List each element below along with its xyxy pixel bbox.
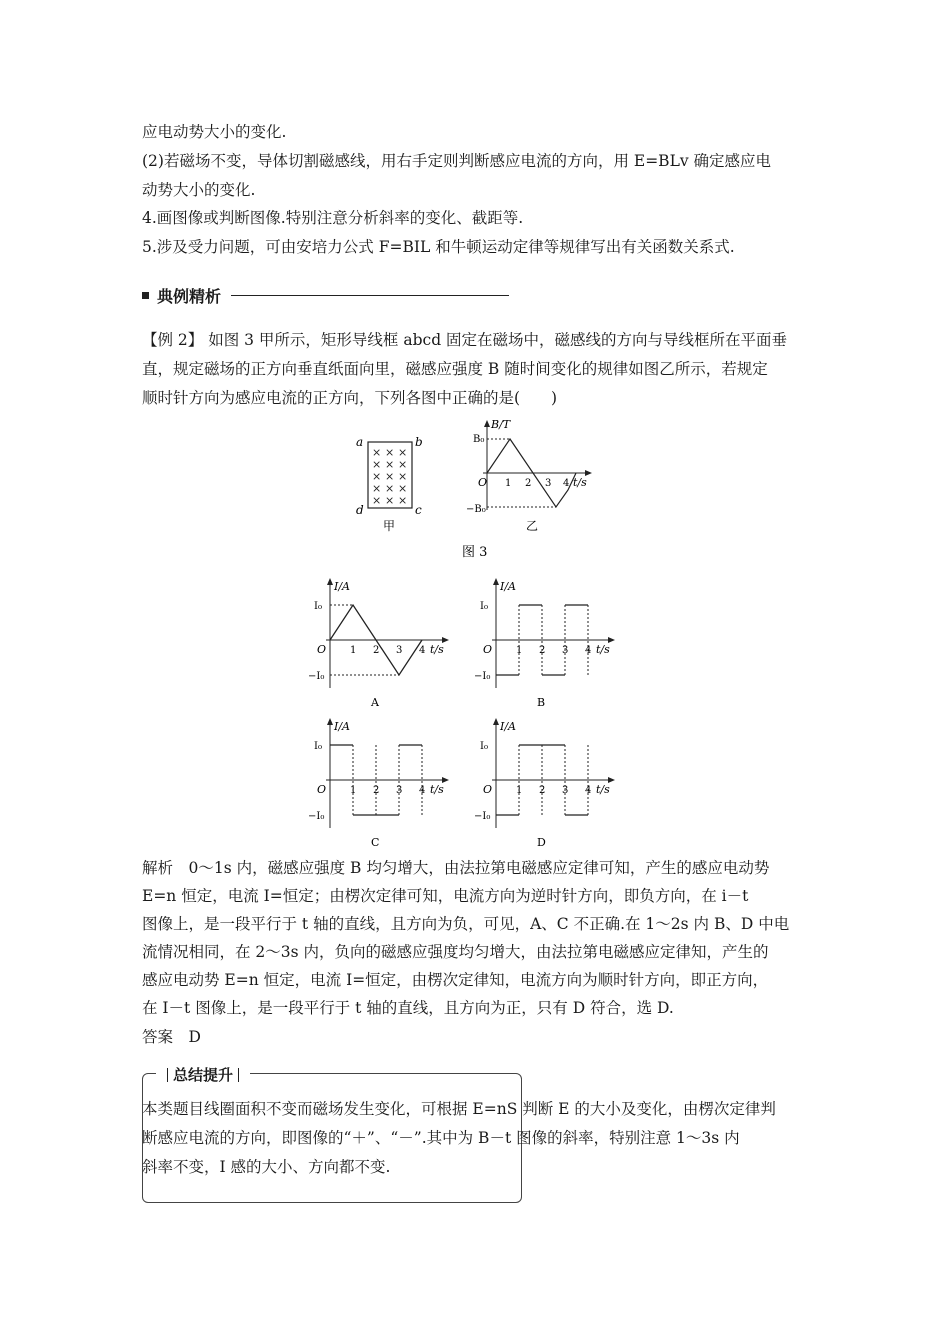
i-axis-label: I/A	[500, 720, 516, 733]
cross-mark: ×	[385, 482, 395, 495]
figure-caption: 图 3	[462, 545, 488, 560]
summary-line-2: 断感应电流的方向，即图像的“＋”、“－”.其中为 B－t 图像的斜率，特别注意 1～3s 内	[142, 1129, 740, 1147]
tick-label: 1	[516, 785, 523, 796]
cross-mark: ×	[385, 494, 395, 507]
t-axis-label: t/s	[596, 643, 610, 656]
option-label: B	[537, 696, 546, 709]
cross-mark: ×	[372, 494, 382, 507]
tick-label: 2	[373, 785, 380, 796]
tick-4: 4	[563, 478, 570, 489]
intro-line-4: 4.画图像或判断图像.特别注意分析斜率的变化、截距等.	[142, 209, 524, 227]
t-axis-label: t/s	[573, 476, 587, 489]
analysis-line-3: 图像上，是一段平行于 t 轴的直线，且方向为负，可见，A、C 不正确.在 1～2s 内 B、D 中电	[142, 915, 790, 933]
cross-mark: ×	[398, 458, 408, 471]
option-label: D	[537, 836, 546, 849]
cross-grid	[372, 446, 407, 507]
section-title: 典例精析	[157, 287, 222, 306]
cross-mark: ×	[372, 446, 382, 459]
intro-line-5: 5.涉及受力问题，可由安培力公式 F=BIL 和牛顿运动定律等规律写出有关函数关系式.	[142, 238, 735, 256]
summary-line-1: 本类题目线圈面积不变而磁场发生变化，可根据 E=nS 判断 E 的大小及变化，由楞次定律判	[142, 1100, 776, 1118]
t-axis-label: t/s	[430, 783, 444, 796]
origin-label: O	[317, 783, 327, 796]
corner-a: a	[356, 435, 364, 449]
cross-mark: ×	[385, 446, 395, 459]
tick-label: 3	[562, 785, 569, 796]
i0-label: I₀	[480, 741, 488, 752]
section-heading	[142, 284, 509, 307]
tick-2: 2	[525, 478, 532, 489]
b-axis-arrow	[484, 420, 490, 427]
neg-i0-label: −I₀	[308, 811, 325, 822]
section-rule	[231, 295, 509, 296]
tick-label: 2	[373, 645, 380, 656]
tick-label: 3	[562, 645, 569, 656]
t-axis-label: t/s	[596, 783, 610, 796]
summary-line-3: 斜率不变，I 感的大小、方向都不变.	[142, 1158, 391, 1176]
example-line-2: 直，规定磁场的正方向垂直纸面向里，磁感应强度 B 随时间变化的规律如图乙所示，若规定	[142, 360, 768, 378]
i-axis-label: I/A	[500, 580, 516, 593]
tick-label: 4	[419, 785, 426, 796]
label-jia: 甲	[383, 519, 396, 533]
cross-mark: ×	[398, 482, 408, 495]
analysis-line-5: 感应电动势 E=n 恒定，电流 I=恒定，由楞次定律知，电流方向为顺时针方向，即正方向，	[142, 971, 769, 989]
corner-c: c	[415, 503, 422, 517]
i0-label: I₀	[314, 741, 322, 752]
i-axis-arrow	[493, 578, 499, 585]
analysis-line-6: 在 I－t 图像上，是一段平行于 t 轴的直线，且方向为正，只有 D 符合，选 D.	[142, 999, 674, 1017]
i0-label: I₀	[314, 601, 322, 612]
tick-label: 3	[396, 645, 403, 656]
neg-b0-label: −B₀	[466, 504, 486, 515]
cross-mark: ×	[372, 470, 382, 483]
cross-mark: ×	[372, 482, 382, 495]
corner-b: b	[415, 435, 423, 449]
cross-mark: ×	[385, 470, 395, 483]
tick-label: 2	[539, 785, 546, 796]
tick-label: 4	[585, 645, 592, 656]
example-line-3: 顺时针方向为感应电流的正方向，下列各图中正确的是( )	[142, 389, 558, 407]
option-label: C	[371, 836, 380, 849]
tick-1: 1	[505, 478, 512, 489]
label-yi: 乙	[526, 519, 539, 533]
intro-line-1: 应电动势大小的变化.	[142, 123, 287, 141]
i-axis-arrow	[493, 718, 499, 725]
summary-bar-right	[238, 1068, 239, 1082]
neg-i0-label: −I₀	[474, 811, 491, 822]
figure-3	[340, 420, 610, 560]
tick-3: 3	[545, 478, 552, 489]
answer-line: 答案 D	[142, 1028, 201, 1046]
corner-d: d	[356, 503, 364, 517]
i-axis-label: I/A	[334, 720, 350, 733]
tick-label: 1	[350, 785, 357, 796]
origin-label: O	[483, 783, 493, 796]
neg-i0-label: −I₀	[474, 671, 491, 682]
i-axis-label: I/A	[334, 580, 350, 593]
origin-label: O	[483, 643, 493, 656]
square-bullet-icon	[142, 292, 149, 299]
cross-mark: ×	[385, 458, 395, 471]
origin-label: O	[317, 643, 327, 656]
b-axis-label: B/T	[491, 420, 511, 431]
tick-label: 1	[350, 645, 357, 656]
analysis-line-2: E=n 恒定，电流 I=恒定；由楞次定律可知，电流方向为逆时针方向，即负方向，在 i－t	[142, 887, 749, 905]
origin-label: O	[478, 476, 488, 489]
cross-mark: ×	[398, 494, 408, 507]
tick-label: 3	[396, 785, 403, 796]
cross-mark: ×	[398, 446, 408, 459]
analysis-line-1: 解析 0～1s 内，磁感应强度 B 均匀增大，由法拉第电磁感应定律可知，产生的感应电动势	[142, 859, 770, 877]
cross-mark: ×	[398, 470, 408, 483]
tick-label: 4	[585, 785, 592, 796]
intro-line-3: 动势大小的变化.	[142, 181, 256, 199]
intro-line-2: (2)若磁场不变，导体切割磁感线，用右手定则判断感应电流的方向，用 E=BLv 确定感应电	[142, 152, 772, 170]
tick-label: 4	[419, 645, 426, 656]
summary-header	[156, 1064, 250, 1085]
i-axis-arrow	[327, 718, 333, 725]
t-axis-label: t/s	[430, 643, 444, 656]
tick-label: 1	[516, 645, 523, 656]
summary-title: 总结提升	[173, 1066, 234, 1084]
cross-mark: ×	[372, 458, 382, 471]
b0-label: B₀	[473, 434, 485, 445]
analysis-line-4: 流情况相同，在 2～3s 内，负向的磁感应强度均匀增大，由法拉第电磁感应定律知，产生的	[142, 943, 769, 961]
example-line-1: 【例 2】 如图 3 甲所示，矩形导线框 abcd 固定在磁场中，磁感线的方向与导线框所在平面垂	[142, 331, 788, 349]
option-graphs	[300, 575, 640, 855]
summary-bar-left	[167, 1068, 168, 1082]
tick-label: 2	[539, 645, 546, 656]
i-axis-arrow	[327, 578, 333, 585]
option-label: A	[371, 696, 379, 709]
i0-label: I₀	[480, 601, 488, 612]
neg-i0-label: −I₀	[308, 671, 325, 682]
